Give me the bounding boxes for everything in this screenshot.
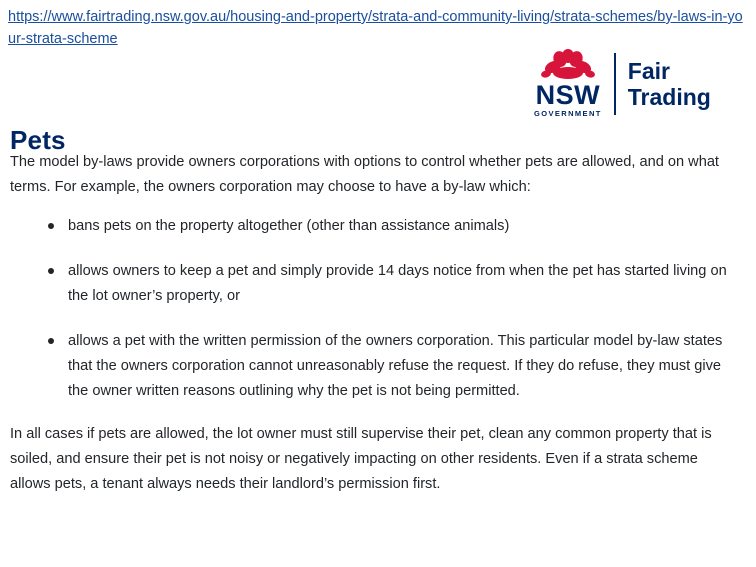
list-item-text: allows owners to keep a pet and simply provide 14 days notice from when the pet has started living on the lot owner’s property, or (68, 263, 727, 304)
closing-paragraph: In all cases if pets are allowed, the lot owner must still supervise their pet, clean any common property that is soiled, and ensure their pet is not noisy or negatively impacting on other residents. Even if a strata scheme allows pets, a tenant always needs their landlord’s permission first. (10, 426, 712, 492)
list-item (10, 259, 734, 309)
waratah-icon (541, 49, 595, 79)
logo-brand-line-2: Trading (627, 84, 711, 110)
list-item (10, 214, 734, 239)
bullet-icon (48, 268, 54, 274)
logo-divider (614, 53, 616, 115)
page-title: Pets (10, 125, 66, 156)
logo-government-text: GOVERNMENT (534, 109, 602, 118)
document-body (10, 150, 734, 497)
list-item-text: allows a pet with the written permission of the owners corporation. This particular model by-law states that the owners corporation cannot unreasonably refuse the request. If they do refuse, they must give the owner written reasons outlining why the pet is not being permitted. (68, 333, 723, 399)
logo-nsw-text: NSW (535, 80, 601, 110)
bullet-icon (48, 338, 54, 344)
pets-bylaw-options-list (10, 214, 734, 404)
list-item-text: bans pets on the property altogether (other than assistance animals) (68, 218, 510, 234)
list-item (10, 329, 734, 404)
source-url-link[interactable]: https://www.fairtrading.nsw.gov.au/housing-and-property/strata-and-community-living/strata-schemes/by-laws-in-your-strata-scheme (8, 9, 743, 47)
logo-brand-line-1: Fair (627, 58, 670, 84)
logo-brand-text (628, 58, 711, 110)
bullet-icon (48, 223, 54, 229)
intro-paragraph: The model by-laws provide owners corporations with options to control whether pets are allowed, and on what terms. For example, the owners corporation may choose to have a by-law which: (10, 154, 719, 195)
nsw-fair-trading-logo (534, 44, 724, 124)
